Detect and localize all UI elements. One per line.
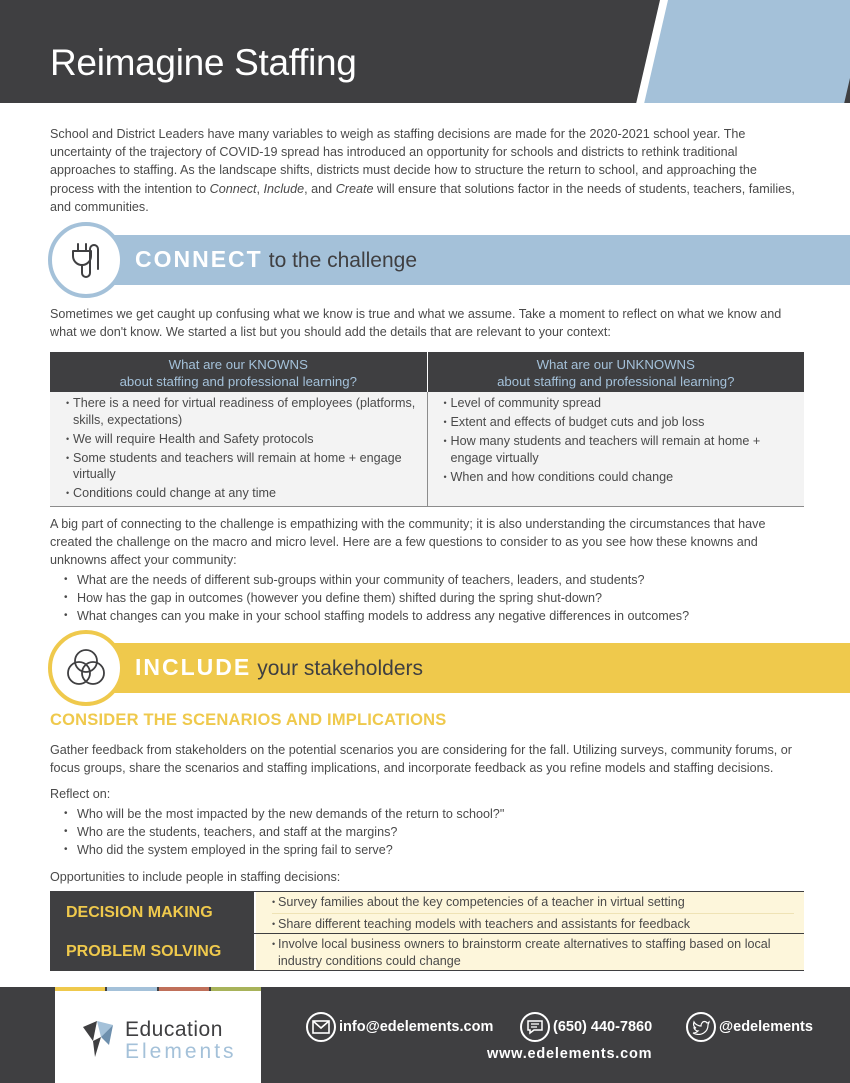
unknown-item: • Extent and effects of budget cuts and job loss — [444, 414, 799, 431]
logo-text-line2: Elements — [125, 1040, 237, 1063]
logo-mark-icon — [79, 1019, 117, 1059]
twitter-contact[interactable] — [686, 1012, 813, 1042]
opportunity-items — [256, 892, 804, 933]
knowns-table-header — [50, 352, 804, 392]
opportunity-label: DECISION MAKING — [50, 892, 254, 933]
include-heading — [135, 654, 423, 681]
phone-contact[interactable] — [520, 1012, 652, 1042]
page-title: Reimagine Staffing — [50, 42, 357, 83]
question-item: • What changes can you make in your school staffing models to address any negative differences in outcomes? — [64, 607, 689, 625]
known-item: • We will require Health and Safety protocols — [66, 431, 421, 448]
connect-icon-circle — [48, 222, 124, 298]
known-item: • Some students and teachers will remain at home + engage virtually — [66, 450, 421, 483]
intro-text: School and District Leaders have many variables to weigh as staffing decisions are made for the 2020-2021 school year. The uncertainty of the trajectory of COVID-19 spread has introduced an opportunity for schools and districts to rethink traditional approaches to staffing. As the landscape shifts, districts must decide how to structure the return to school, and approaching the process with the intention to — [50, 127, 757, 196]
knowns-header-line1: What are our KNOWNS — [168, 357, 308, 372]
knowns-column — [50, 392, 427, 506]
knowns-table-body — [50, 392, 804, 507]
email-icon — [306, 1012, 336, 1042]
header-stripe-blue — [644, 0, 850, 103]
opportunity-item: • Involve local business owners to brainstorm create alternatives to staffing based on local industry conditions could change — [272, 936, 794, 969]
connect-paragraph-2: A big part of connecting to the challenge is empathizing with the community; it is also understanding the circumstances that have created the challenge on the macro and micro level. Here are a few questions to consider to as you see how these knowns and unknowns affect your community: — [50, 517, 766, 567]
twitter-text[interactable]: @edelements — [719, 1019, 813, 1035]
email-contact[interactable] — [306, 1012, 493, 1042]
unknown-item: • How many students and teachers will remain at home + engage virtually — [444, 433, 799, 466]
knowns-table — [50, 352, 804, 507]
intro-and: , and — [304, 181, 336, 196]
intro-include: Include — [263, 181, 305, 196]
intro-create: Create — [335, 181, 374, 196]
twitter-bird-icon — [686, 1012, 716, 1042]
intro-comma: , — [256, 181, 264, 196]
consider-heading: CONSIDER THE SCENARIOS AND IMPLICATIONS — [50, 711, 447, 729]
unknown-item: • When and how conditions could change — [444, 469, 799, 486]
connect-title-word: CONNECT — [135, 246, 263, 272]
reflect-item: • Who did the system employed in the spring fail to serve? — [64, 841, 504, 859]
email-text[interactable]: info@edelements.com — [339, 1019, 494, 1035]
known-item: • Conditions could change at any time — [66, 485, 421, 502]
include-icon-circle — [48, 630, 124, 706]
unknowns-header — [427, 352, 805, 392]
intro-paragraph — [50, 125, 795, 216]
phone-text[interactable]: (650) 440-7860 — [553, 1019, 653, 1035]
connect-subtitle: to the challenge — [268, 249, 418, 272]
phone-chat-icon — [520, 1012, 550, 1042]
education-elements-logo[interactable] — [55, 991, 261, 1083]
reflect-item: • Who will be the most impacted by the new demands of the return to school?" — [64, 805, 504, 823]
knowns-header — [50, 352, 427, 392]
unknowns-header-line1: What are our UNKNOWNS — [536, 357, 695, 372]
knowns-header-line2: about staffing and professional learning? — [119, 374, 357, 389]
reflect-label: Reflect on: — [50, 787, 111, 801]
page-header — [0, 0, 850, 103]
question-item: • What are the needs of different sub-groups within your community of teachers, leaders, and students? — [64, 571, 689, 589]
opportunity-item: • Share different teaching models with teachers and assistants for feedback — [272, 913, 794, 933]
unknowns-column — [427, 392, 805, 506]
overlapping-circles-icon — [62, 644, 110, 692]
question-item: • How has the gap in outcomes (however you define them) shifted during the spring shut-down? — [64, 589, 689, 607]
opportunities-table — [50, 891, 804, 971]
unknowns-header-line2: about staffing and professional learning? — [497, 374, 735, 389]
plug-icon — [65, 239, 107, 281]
opportunity-row — [50, 933, 804, 971]
connect-questions — [64, 571, 689, 625]
opportunity-item: • Survey families about the key competencies of a teacher in virtual setting — [272, 894, 794, 911]
intro-text-end: will ensure that solutions factor in the needs of students, teachers, families, and communities. — [50, 181, 795, 214]
opportunity-row — [50, 891, 804, 933]
opportunity-label: PROBLEM SOLVING — [50, 934, 254, 970]
website-link[interactable]: www.edelements.com — [487, 1046, 653, 1062]
connect-intro: Sometimes we get caught up confusing what we know is true and what we assume. Take a moment to reflect on what we know and what we don't know. We started a list but you should add the details that are relevant to your context: — [50, 307, 782, 339]
unknown-item: • Level of community spread — [444, 395, 799, 412]
include-paragraph: Gather feedback from stakeholders on the potential scenarios you are considering for the fall. Utilizing surveys, community forums, or focus groups, share the scenarios and staffing implications, and incorporate feedback as you refine models and staffing decisions. — [50, 743, 792, 775]
reflect-list — [64, 805, 504, 859]
include-subtitle: your stakeholders — [257, 657, 423, 680]
known-item: • There is a need for virtual readiness of employees (platforms, skills, expectations) — [66, 395, 421, 428]
opportunity-items — [256, 934, 804, 970]
intro-connect: Connect — [209, 181, 257, 196]
connect-heading — [135, 246, 417, 273]
opportunities-label: Opportunities to include people in staffing decisions: — [50, 870, 341, 884]
logo-text-line1: Education — [125, 1018, 223, 1041]
reflect-item: • Who are the students, teachers, and staff at the margins? — [64, 823, 504, 841]
include-title-word: INCLUDE — [135, 654, 252, 680]
